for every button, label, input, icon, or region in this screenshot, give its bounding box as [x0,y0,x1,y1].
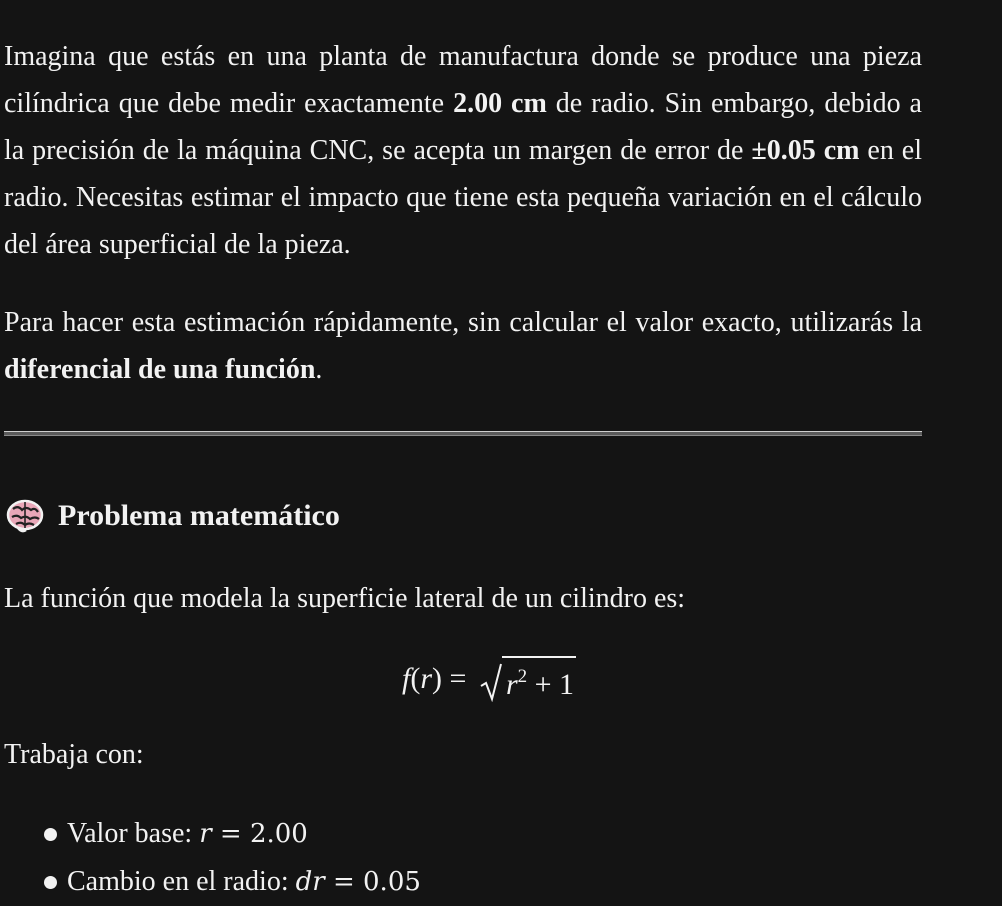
work-with-label: Trabaja con: [4,739,144,770]
square-root [480,656,576,702]
formula-equals: = [442,662,474,695]
radicand-exponent: 2 [517,666,528,687]
list-item [4,810,421,858]
formula-function: f [402,662,411,695]
item-equals: = [211,819,250,849]
section-title: Problema matemático [58,499,340,532]
formula-paren: ) [432,662,443,695]
radicand [502,656,576,702]
formula-variable: r [420,662,433,695]
item-math [296,867,421,897]
radicand-variable: r [505,668,518,701]
paragraph-text: . [315,354,323,385]
paragraph-text: Imagina que estás en una planta de manufactura donde se produce una pieza cilíndrica que debe medir exactamente [4,41,922,119]
formula-paren: ( [410,662,421,695]
item-variable: dr [295,867,325,897]
item-value: 2.00 [249,819,308,849]
brain-icon [4,495,46,537]
item-label: Cambio en el radio: [67,866,296,897]
horizontal-divider [4,431,922,436]
item-value: 0.05 [363,867,421,897]
key-concept: diferencial de una función [4,354,316,385]
item-label: Valor base: [67,818,200,849]
radius-value: 2.00 cm [453,88,547,119]
intro-text: La función que modela la superficie lateral de un cilindro es: [4,583,686,614]
paragraph-text: en el radio. Necesitas estimar el impacto que tiene esta pequeña variación en el cálculo del área superficial de la pieza. [4,135,922,260]
item-math [199,819,308,849]
section-heading [4,494,340,538]
radicand-rest: + 1 [527,668,575,701]
method-paragraph [4,299,922,393]
bullet-icon [44,828,57,841]
radical-sign-icon [480,662,502,702]
given-values-list [4,810,421,906]
paragraph-text: Para hacer esta estimación rápidamente, sin calcular el valor exacto, utilizarás la [4,307,922,338]
paragraph-text: de radio. Sin embargo, debido a la precisión de la máquina CNC, se acepta un margen de error de [4,88,922,166]
item-variable: r [199,819,212,849]
tolerance-value: ±0.05 cm [751,135,860,166]
list-item [4,858,421,906]
context-paragraph [4,33,922,268]
bullet-icon [44,876,57,889]
formula [402,654,576,704]
item-equals: = [324,867,364,897]
